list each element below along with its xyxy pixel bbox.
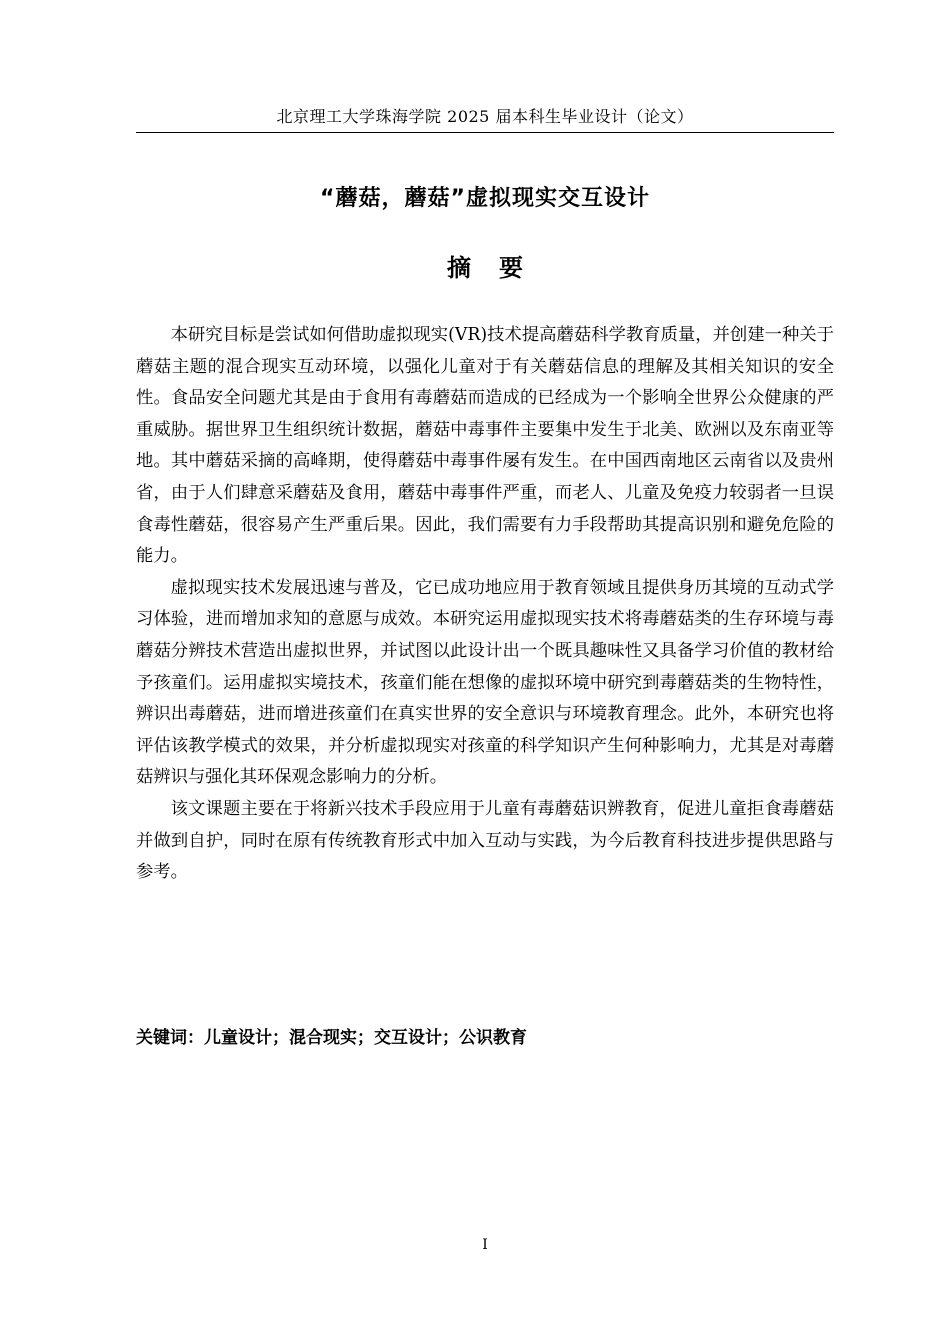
keywords-line: 关键词：儿童设计；混合现实；交互设计；公识教育 (136, 1028, 527, 1048)
abstract-paragraph: 该文课题主要在于将新兴技术手段应用于儿童有毒蘑菇识辨教育，促进儿童拒食毒蘑菇并做到自护，同时在原有传统教育形式中加入互动与实践，为今后教育科技进步提供思路与参考。 (136, 798, 834, 883)
abstract-body (136, 320, 834, 889)
abstract-paragraph: 本研究目标是尝试如何借助虚拟现实(VR)技术提高蘑菇科学教育质量，并创建一种关于蘑菇主题的混合现实互动环境，以强化儿童对于有关蘑菇信息的理解及其相关知识的安全性。食品安全问题尤其是由于食用有毒蘑菇而造成的已经成为一个影响全世界公众健康的严重威胁。据世界卫生组织统计数据，蘑菇中毒事件主要集中发生于北美、欧洲以及东南亚等地。其中蘑菇采摘的高峰期，使得蘑菇中毒事件屡有发生。在中国西南地区云南省以及贵州省，由于人们肆意采蘑菇及食用，蘑菇中毒事件严重，而老人、儿童及免疫力较弱者一旦误食毒性蘑菇，很容易产生严重后果。因此，我们需要有力手段帮助其提高识别和避免危险的能力。 (136, 325, 834, 567)
abstract-heading: 摘要 (447, 254, 551, 282)
abstract-paragraph: 虚拟现实技术发展迅速与普及，它已成功地应用于教育领域且提供身历其境的互动式学习体验，进而增加求知的意愿与成效。本研究运用虚拟现实技术将毒蘑菇类的生存环境与毒蘑菇分辨技术营造出虚拟世界，并试图以此设计出一个既具趣味性又具备学习价值的教材给予孩童们。运用虚拟实境技术，孩童们能在想像的虚拟环境中研究到毒蘑菇类的生物特性，辨识出毒蘑菇，进而增进孩童们在真实世界的安全意识与环境教育理念。此外，本研究也将评估该教学模式的效果，并分析虚拟现实对孩童的科学知识产生何种影响力，尤其是对毒蘑菇辨识与强化其环保观念影响力的分析。 (136, 577, 834, 788)
page-header (136, 104, 834, 133)
thesis-title: “蘑菇，蘑菇”虚拟现实交互设计 (320, 186, 650, 211)
header-text: 北京理工大学珠海学院 2025 届本科生毕业设计（论文） (276, 107, 694, 126)
page-number: I (482, 1237, 488, 1253)
